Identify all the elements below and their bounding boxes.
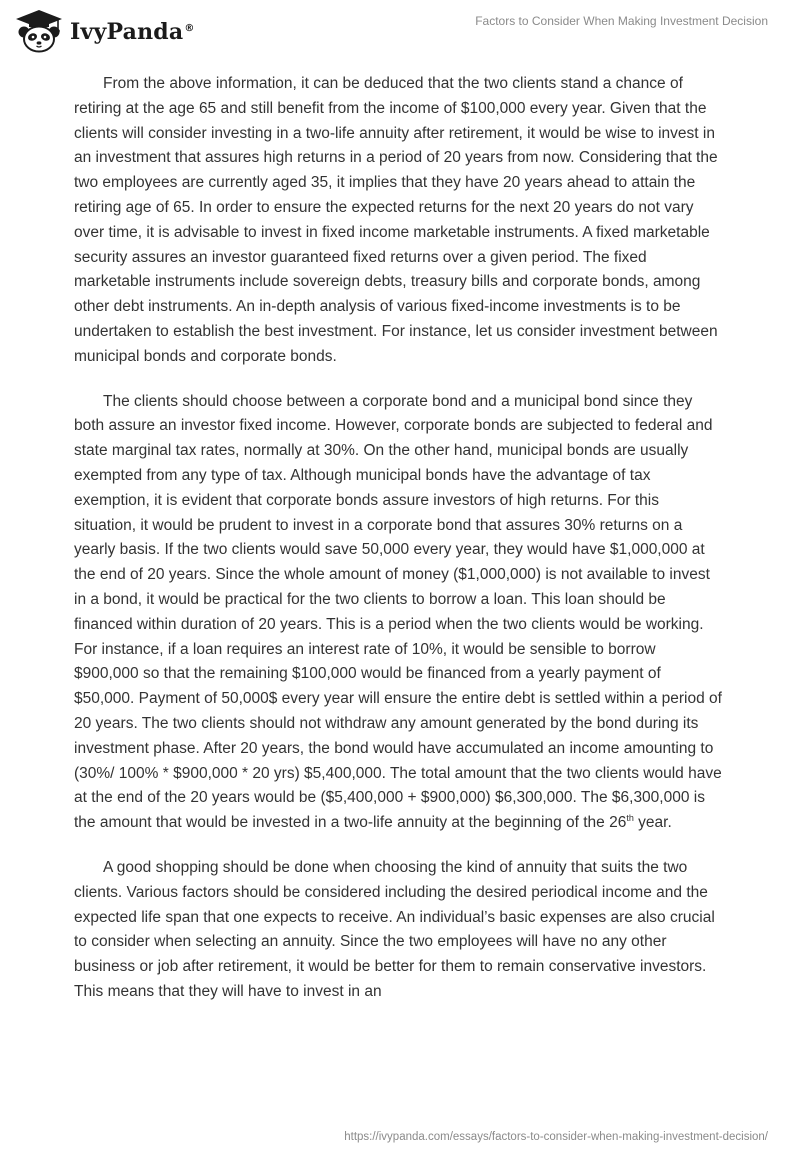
page-header — [0, 0, 800, 62]
document-title: Factors to Consider When Making Investment Decision — [475, 14, 768, 28]
brand-name — [70, 19, 195, 45]
paragraph-2-text: The clients should choose between a corporate bond and a municipal bond since they both assure an investor fixed income. However, corporate bonds are subjected to federal and state marginal tax rates, normally at 30%. On the other hand, municipal bonds are usually exempted from any type of tax. Although municipal bonds have the advantage of tax exemption, it is evident that corporate bonds assure investors of high returns. For this situation, it would be prudent to invest in a corporate bond that assures 30% returns on a yearly basis. If the two clients would save 50,000 every year, they would have $1,000,000 at the end of 20 years. Since the whole amount of money ($1,000,000) is not available to invest in a bond, it would be practical for the two clients to borrow a loan. This loan should be financed within duration of 20 years. This is a period when the two clients would be working. For instance, if a loan requires an interest rate of 10%, it would be sensible to borrow $900,000 so that the remaining $100,000 would be financed from a yearly payment of $50,000. Payment of 50,000$ every year will ensure the entire debt is settled within a period of 20 years. The two clients should not withdraw any amount generated by the bond during its investment phase. After 20 years, the bond would have accumulated an income amounting to (30%/ 100% * $900,000 * 20 yrs) $5,400,000. The total amount that the two clients would have at the end of the 20 years would be ($5,400,000 + $900,000) $6,300,000. The $6,300,000 is the amount that would be invested in a two-life annuity at the beginning of the 26 — [74, 392, 722, 832]
registered-mark: ® — [184, 22, 195, 34]
brand-text: IvyPanda — [70, 19, 184, 45]
paragraph-3: A good shopping should be done when choosing the kind of annuity that suits the two clients. Various factors should be considered including the desired periodical income and the expected life span that one expects to receive. An individual’s basic expenses are also crucial to consider when selecting an annuity. Since the two employees will have no any other business or job after retirement, it would be better for them to remain conservative investors. This means that they will have to invest in an — [74, 858, 715, 1000]
paragraph-1: From the above information, it can be deduced that the two clients stand a chance of retiring at the age 65 and still benefit from the income of $100,000 every year. Given that the clients will consider investing in a two-life annuity after retirement, it would be wise to invest in an investment that assures high returns in a period of 20 years from now. Considering that the two employees are currently aged 35, it implies that they have 20 years ahead to attain the retiring age of 65. In order to ensure the expected returns for the next 20 years do not vary over time, it is advisable to invest in fixed income marketable instruments. A fixed marketable security assures an investor guaranteed fixed returns over a given period. The fixed marketable instruments include sovereign debts, treasury bills and corporate bonds, among other debt instruments. An in-depth analysis of various fixed-income investments is to be undertaken to establish the best investment. For instance, let us consider investment between municipal bonds and corporate bonds. — [74, 75, 718, 365]
paragraph-2-end: year. — [633, 814, 672, 832]
panda-graduate-icon — [14, 8, 64, 54]
ivypanda-logo[interactable] — [14, 8, 195, 54]
paragraph-2 — [74, 390, 722, 836]
source-url[interactable]: https://ivypanda.com/essays/factors-to-consider-when-making-investment-decision/ — [344, 1131, 768, 1143]
ordinal-suffix: th — [626, 812, 634, 823]
essay-body — [74, 72, 722, 1025]
